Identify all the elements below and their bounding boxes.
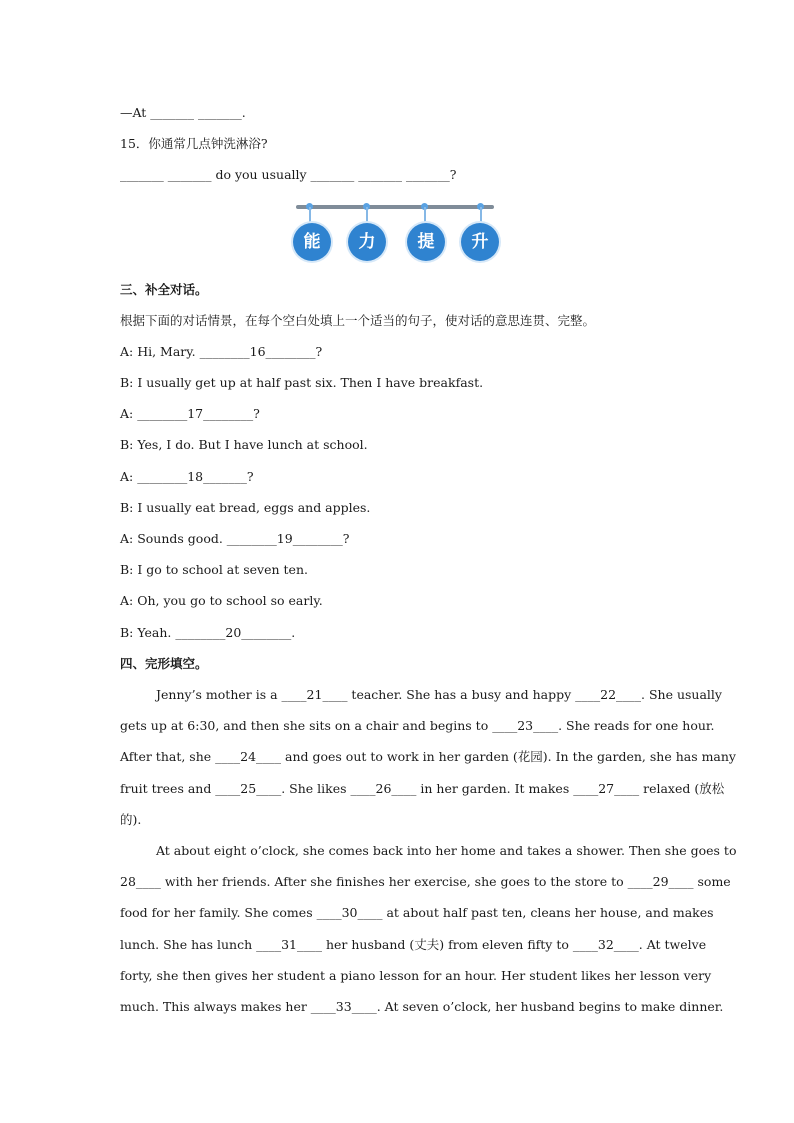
dialogue-line: A: Hi, Mary. ________16________? — [120, 344, 323, 359]
banner-badge-neng: 能 — [293, 223, 331, 261]
dialogue-line: B: Yeah. ________20________. — [120, 625, 296, 640]
section-heading-4: 四、完形填空。 — [120, 656, 208, 671]
banner-badge-ti: 提 — [407, 223, 445, 261]
banner-badge-li: 力 — [348, 223, 386, 261]
passage-line: 的). — [120, 812, 142, 827]
dialogue-line: A: ________18_______? — [120, 469, 254, 484]
dialogue-line: B: Yes, I do. But I have lunch at school. — [120, 437, 368, 452]
section-instruction: 根据下面的对话情景，在每个空白处填上一个适当的句子，使对话的意思连贯、完整。 — [120, 313, 596, 328]
dialogue-line: A: Oh, you go to school so early. — [120, 593, 323, 608]
passage-line: lunch. She has lunch ____31____ her husband (丈夫) from eleven fifty to ____32____. At twelve — [120, 937, 707, 952]
dialogue-line: B: I usually eat bread, eggs and apples. — [120, 500, 371, 515]
passage-line: 28____ with her friends. After she finishes her exercise, she goes to the store to ____29____ some — [120, 874, 731, 889]
banner-bar — [296, 205, 494, 209]
answer-line-15: _______ _______ do you usually _______ _______ _______? — [120, 167, 457, 182]
answer-line-14: —At _______ _______. — [120, 105, 246, 120]
passage-line: much. This always makes her ____33____. At seven o’clock, her husband begins to make dinner. — [120, 999, 724, 1014]
passage-line: Jenny’s mother is a ____21____ teacher. She has a busy and happy ____22____. She usually — [156, 687, 722, 702]
passage-line: forty, she then gives her student a piano lesson for an hour. Her student likes her lesson very — [120, 968, 712, 983]
dialogue-line: B: I usually get up at half past six. Then I have breakfast. — [120, 375, 484, 390]
question-15: 15．你通常几点钟洗淋浴? — [120, 136, 268, 151]
passage-line: gets up at 6:30, and then she sits on a chair and begins to ____23____. She reads for one hour. — [120, 718, 715, 733]
section-heading-3: 三、补全对话。 — [120, 282, 208, 297]
dialogue-line: A: Sounds good. ________19________? — [120, 531, 350, 546]
passage-line: After that, she ____24____ and goes out to work in her garden (花园). In the garden, she has many — [120, 749, 736, 764]
passage-line: fruit trees and ____25____. She likes ____26____ in her garden. It makes ____27____ relaxed (放松 — [120, 781, 725, 796]
passage-line: food for her family. She comes ____30____ at about half past ten, cleans her house, and makes — [120, 905, 714, 920]
banner-badge-sheng: 升 — [461, 223, 499, 261]
dialogue-line: A: ________17________? — [120, 406, 260, 421]
dialogue-line: B: I go to school at seven ten. — [120, 562, 308, 577]
passage-line: At about eight o’clock, she comes back into her home and takes a shower. Then she goes to — [156, 843, 737, 858]
